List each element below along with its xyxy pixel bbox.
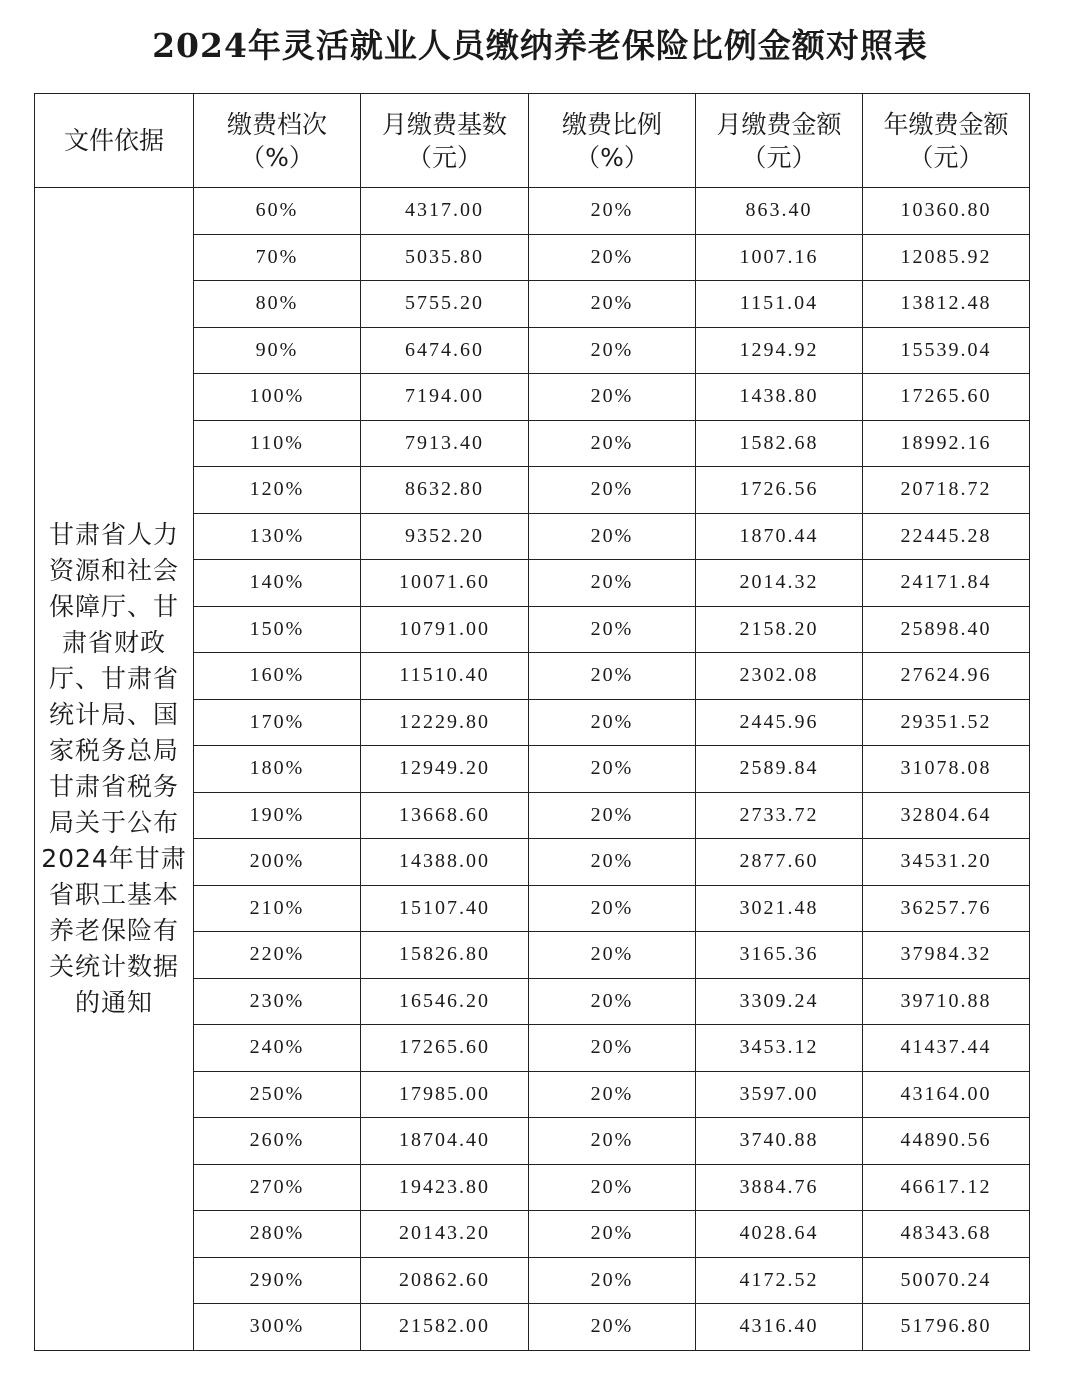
cell-base: 17265.60 xyxy=(361,1025,529,1072)
cell-base: 5755.20 xyxy=(361,281,529,328)
header-annual: 年缴费金额 （元） xyxy=(863,94,1030,188)
cell-ratio: 20% xyxy=(529,327,696,374)
cell-ratio: 20% xyxy=(529,1164,696,1211)
cell-annual: 18992.16 xyxy=(863,420,1030,467)
cell-grade: 250% xyxy=(194,1071,361,1118)
header-base: 月缴费基数 （元） xyxy=(361,94,529,188)
cell-ratio: 20% xyxy=(529,234,696,281)
cell-base: 10791.00 xyxy=(361,606,529,653)
cell-base: 8632.80 xyxy=(361,467,529,514)
cell-annual: 39710.88 xyxy=(863,978,1030,1025)
header-basis: 文件依据 xyxy=(35,94,194,188)
cell-grade: 160% xyxy=(194,653,361,700)
cell-monthly: 2302.08 xyxy=(696,653,863,700)
cell-annual: 37984.32 xyxy=(863,932,1030,979)
table-row xyxy=(35,188,1030,235)
cell-monthly: 4172.52 xyxy=(696,1257,863,1304)
cell-ratio: 20% xyxy=(529,885,696,932)
cell-base: 11510.40 xyxy=(361,653,529,700)
cell-ratio: 20% xyxy=(529,1257,696,1304)
cell-grade: 90% xyxy=(194,327,361,374)
cell-grade: 240% xyxy=(194,1025,361,1072)
cell-ratio: 20% xyxy=(529,560,696,607)
cell-annual: 46617.12 xyxy=(863,1164,1030,1211)
cell-base: 7913.40 xyxy=(361,420,529,467)
cell-grade: 110% xyxy=(194,420,361,467)
cell-monthly: 1726.56 xyxy=(696,467,863,514)
cell-annual: 43164.00 xyxy=(863,1071,1030,1118)
cell-grade: 70% xyxy=(194,234,361,281)
cell-monthly: 4028.64 xyxy=(696,1211,863,1258)
cell-grade: 280% xyxy=(194,1211,361,1258)
cell-grade: 200% xyxy=(194,839,361,886)
cell-monthly: 1438.80 xyxy=(696,374,863,421)
cell-grade: 130% xyxy=(194,513,361,560)
cell-base: 10071.60 xyxy=(361,560,529,607)
cell-annual: 34531.20 xyxy=(863,839,1030,886)
cell-annual: 29351.52 xyxy=(863,699,1030,746)
cell-grade: 210% xyxy=(194,885,361,932)
cell-base: 15107.40 xyxy=(361,885,529,932)
cell-annual: 13812.48 xyxy=(863,281,1030,328)
cell-annual: 50070.24 xyxy=(863,1257,1030,1304)
cell-monthly: 3309.24 xyxy=(696,978,863,1025)
cell-ratio: 20% xyxy=(529,978,696,1025)
cell-ratio: 20% xyxy=(529,1118,696,1165)
cell-monthly: 3021.48 xyxy=(696,885,863,932)
cell-annual: 15539.04 xyxy=(863,327,1030,374)
cell-base: 15826.80 xyxy=(361,932,529,979)
cell-grade: 60% xyxy=(194,188,361,235)
cell-ratio: 20% xyxy=(529,839,696,886)
cell-grade: 100% xyxy=(194,374,361,421)
cell-ratio: 20% xyxy=(529,1211,696,1258)
cell-grade: 80% xyxy=(194,281,361,328)
cell-grade: 120% xyxy=(194,467,361,514)
cell-annual: 17265.60 xyxy=(863,374,1030,421)
cell-annual: 44890.56 xyxy=(863,1118,1030,1165)
cell-annual: 20718.72 xyxy=(863,467,1030,514)
cell-ratio: 20% xyxy=(529,746,696,793)
basis-cell: 甘肃省人力资源和社会保障厅、甘肃省财政厅、甘肃省统计局、国家税务总局甘肃省税务局关于公布2024年甘肃省职工基本养老保险有关统计数据的通知 xyxy=(35,188,194,1351)
cell-monthly: 4316.40 xyxy=(696,1304,863,1351)
cell-grade: 270% xyxy=(194,1164,361,1211)
cell-monthly: 3884.76 xyxy=(696,1164,863,1211)
cell-annual: 32804.64 xyxy=(863,792,1030,839)
cell-base: 20143.20 xyxy=(361,1211,529,1258)
cell-ratio: 20% xyxy=(529,281,696,328)
cell-monthly: 2158.20 xyxy=(696,606,863,653)
cell-monthly: 2445.96 xyxy=(696,699,863,746)
cell-grade: 170% xyxy=(194,699,361,746)
cell-annual: 36257.76 xyxy=(863,885,1030,932)
cell-annual: 31078.08 xyxy=(863,746,1030,793)
cell-grade: 180% xyxy=(194,746,361,793)
cell-annual: 27624.96 xyxy=(863,653,1030,700)
cell-annual: 41437.44 xyxy=(863,1025,1030,1072)
cell-base: 14388.00 xyxy=(361,839,529,886)
cell-ratio: 20% xyxy=(529,699,696,746)
cell-monthly: 2589.84 xyxy=(696,746,863,793)
cell-base: 6474.60 xyxy=(361,327,529,374)
cell-base: 21582.00 xyxy=(361,1304,529,1351)
cell-base: 20862.60 xyxy=(361,1257,529,1304)
cell-monthly: 3453.12 xyxy=(696,1025,863,1072)
cell-ratio: 20% xyxy=(529,792,696,839)
cell-base: 4317.00 xyxy=(361,188,529,235)
cell-ratio: 20% xyxy=(529,1025,696,1072)
cell-annual: 22445.28 xyxy=(863,513,1030,560)
cell-ratio: 20% xyxy=(529,513,696,560)
cell-ratio: 20% xyxy=(529,374,696,421)
cell-grade: 220% xyxy=(194,932,361,979)
cell-monthly: 1294.92 xyxy=(696,327,863,374)
cell-ratio: 20% xyxy=(529,467,696,514)
cell-base: 18704.40 xyxy=(361,1118,529,1165)
cell-monthly: 1870.44 xyxy=(696,513,863,560)
header-monthly: 月缴费金额 （元） xyxy=(696,94,863,188)
cell-monthly: 2014.32 xyxy=(696,560,863,607)
cell-monthly: 3165.36 xyxy=(696,932,863,979)
cell-grade: 230% xyxy=(194,978,361,1025)
cell-ratio: 20% xyxy=(529,653,696,700)
cell-annual: 10360.80 xyxy=(863,188,1030,235)
cell-monthly: 1582.68 xyxy=(696,420,863,467)
page-title: 2024年灵活就业人员缴纳养老保险比例金额对照表 xyxy=(152,26,928,65)
cell-ratio: 20% xyxy=(529,188,696,235)
cell-base: 9352.20 xyxy=(361,513,529,560)
cell-annual: 25898.40 xyxy=(863,606,1030,653)
cell-grade: 300% xyxy=(194,1304,361,1351)
cell-grade: 150% xyxy=(194,606,361,653)
cell-grade: 140% xyxy=(194,560,361,607)
table-header-row xyxy=(35,94,1030,188)
cell-annual: 51796.80 xyxy=(863,1304,1030,1351)
cell-monthly: 1151.04 xyxy=(696,281,863,328)
cell-annual: 12085.92 xyxy=(863,234,1030,281)
cell-ratio: 20% xyxy=(529,932,696,979)
cell-ratio: 20% xyxy=(529,606,696,653)
cell-monthly: 2733.72 xyxy=(696,792,863,839)
cell-annual: 24171.84 xyxy=(863,560,1030,607)
cell-monthly: 863.40 xyxy=(696,188,863,235)
cell-ratio: 20% xyxy=(529,420,696,467)
cell-base: 5035.80 xyxy=(361,234,529,281)
cell-base: 16546.20 xyxy=(361,978,529,1025)
cell-annual: 48343.68 xyxy=(863,1211,1030,1258)
cell-ratio: 20% xyxy=(529,1304,696,1351)
contribution-table xyxy=(34,93,1030,1351)
header-ratio: 缴费比例 （%） xyxy=(529,94,696,188)
cell-grade: 190% xyxy=(194,792,361,839)
cell-base: 19423.80 xyxy=(361,1164,529,1211)
cell-base: 17985.00 xyxy=(361,1071,529,1118)
header-grade: 缴费档次 （%） xyxy=(194,94,361,188)
cell-grade: 260% xyxy=(194,1118,361,1165)
cell-monthly: 1007.16 xyxy=(696,234,863,281)
cell-base: 12229.80 xyxy=(361,699,529,746)
cell-monthly: 2877.60 xyxy=(696,839,863,886)
cell-grade: 290% xyxy=(194,1257,361,1304)
table-body xyxy=(35,188,1030,1351)
cell-base: 13668.60 xyxy=(361,792,529,839)
cell-base: 7194.00 xyxy=(361,374,529,421)
cell-ratio: 20% xyxy=(529,1071,696,1118)
cell-base: 12949.20 xyxy=(361,746,529,793)
cell-monthly: 3740.88 xyxy=(696,1118,863,1165)
cell-monthly: 3597.00 xyxy=(696,1071,863,1118)
